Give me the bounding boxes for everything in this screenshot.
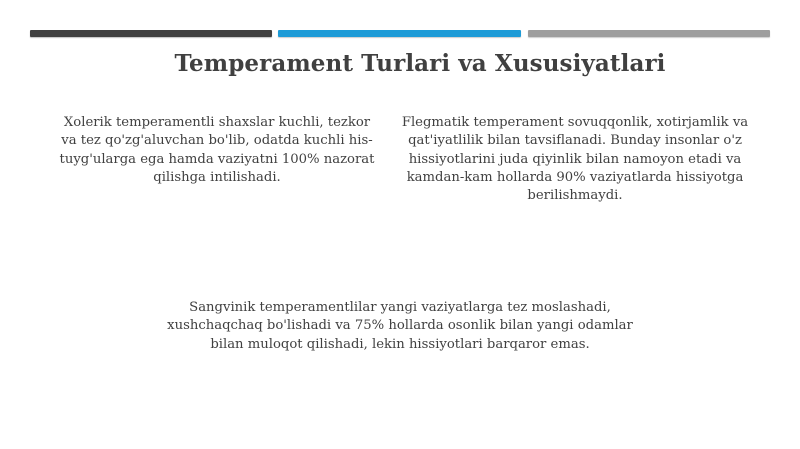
- paragraph-flegmatik: Flegmatik temperament sovuqqonlik, xotirjamlik va qat'iyatlilik bilan tavsiflanadi. Bunday insonlar o'z hissiyotlarini juda qiyinlik bilan namoyon etadi va kamdan-kam hollarda 90% vaziyatlarda hissiyotga berilishmaydi.: [401, 115, 749, 204]
- accent-bar-gray: [528, 30, 770, 37]
- paragraph-sangvinik: Sangvinik temperamentlilar yangi vaziyatlarga tez moslashadi, xushchaqchaq bo'lishadi va 75% hollarda osonlik bilan yangi odamlar bilan muloqot qilishadi, lekin hissiyotlari barqaror emas.: [167, 300, 633, 352]
- slide-title: Temperament Turlari va Xususiyatlari: [174, 50, 666, 77]
- paragraph-xolerik: Xolerik temperamentli shaxslar kuchli, tezkor va tez qo'zg'aluvchan bo'lib, odatda kuchli his-tuyg'ularga ega hamda vaziyatni 100% nazorat qilishga intilishadi.: [59, 115, 375, 185]
- accent-bar-dark: [30, 30, 272, 37]
- accent-bar-blue: [278, 30, 521, 37]
